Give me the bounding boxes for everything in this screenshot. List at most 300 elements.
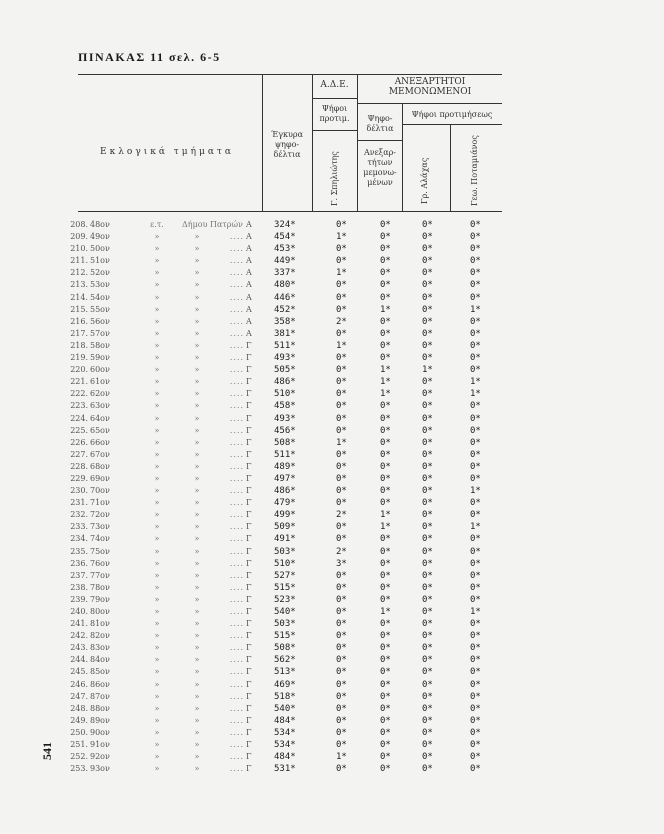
cell-no: 229. <box>70 473 88 483</box>
cell-name: 56ον <box>90 316 110 326</box>
cell-name: 58ον <box>90 340 110 350</box>
cell-sec: Α <box>246 220 252 229</box>
page-number: 541 <box>40 742 54 760</box>
cell-sec: Γ <box>246 594 252 604</box>
cell-no: 241. <box>70 619 88 629</box>
cell-no: 246. <box>70 679 88 689</box>
cell-ges: 489* <box>274 461 296 472</box>
cell-ges: 458* <box>274 401 296 412</box>
cell-q: » <box>154 582 160 592</box>
cell-no: 251. <box>70 740 88 750</box>
cell-dots: .... <box>229 413 244 423</box>
cell-no: 209. <box>70 232 88 242</box>
cell-q: » <box>154 244 160 254</box>
cell-ade: 0* <box>336 365 347 376</box>
cell-no: 244. <box>70 655 88 665</box>
cell-q: » <box>154 389 160 399</box>
cell-q: » <box>154 752 160 762</box>
cell-q: » <box>154 546 160 556</box>
cell-ak: 0* <box>380 534 391 545</box>
cell-sec: Γ <box>246 522 252 532</box>
cell-sec: Γ <box>246 449 252 459</box>
cell-sec: Γ <box>246 546 252 556</box>
cell-sec: Γ <box>246 740 252 750</box>
table-row <box>56 231 516 243</box>
cell-q: » <box>154 473 160 483</box>
cell-name: 49ον <box>90 232 110 242</box>
cell-ges: 484* <box>274 752 296 763</box>
cell-ges: 453* <box>274 244 296 255</box>
cell-name: 57ον <box>90 328 110 338</box>
cell-sec: Γ <box>246 486 252 496</box>
cell-dots: .... <box>229 365 244 375</box>
cell-q2: » <box>194 619 200 629</box>
cell-name: 83ον <box>90 643 110 653</box>
cell-ges: 449* <box>274 256 296 267</box>
cell-al: 0* <box>422 328 433 339</box>
cell-q2: » <box>194 703 200 713</box>
cell-al: 0* <box>422 558 433 569</box>
cell-ges: 515* <box>274 582 296 593</box>
cell-ade: 3* <box>336 558 347 569</box>
cell-no: 220. <box>70 365 88 375</box>
cell-ak: 0* <box>380 727 391 738</box>
cell-ade: 0* <box>336 607 347 617</box>
table-row <box>56 279 516 291</box>
cell-name: 53ον <box>90 280 110 290</box>
cell-pot: 0* <box>470 510 481 521</box>
cell-al: 0* <box>422 510 433 521</box>
cell-sec: Γ <box>246 473 252 483</box>
cell-q: » <box>154 437 160 447</box>
cell-dots: .... <box>229 256 244 266</box>
cell-dots: .... <box>229 546 244 556</box>
cell-pot: 0* <box>470 244 481 255</box>
cell-ges: 503* <box>274 619 296 630</box>
cell-ak: 0* <box>380 280 391 291</box>
cell-al: 0* <box>422 582 433 593</box>
cell-al: 0* <box>422 764 433 775</box>
cell-ade: 0* <box>336 449 347 460</box>
cell-al: 0* <box>422 316 433 327</box>
cell-q2: Δήμου Πατρών <box>182 220 243 229</box>
cell-ges: 486* <box>274 377 296 388</box>
cell-ges: 446* <box>274 292 296 303</box>
table-row <box>56 691 516 703</box>
cell-al: 0* <box>422 340 433 351</box>
cell-pot: 0* <box>470 582 481 593</box>
cell-ges: 518* <box>274 691 296 702</box>
cell-ak: 0* <box>380 643 391 654</box>
cell-ak: 0* <box>380 437 391 448</box>
cell-ges: 540* <box>274 703 296 714</box>
table-row <box>56 715 516 727</box>
cell-sec: Γ <box>246 534 252 544</box>
cell-no: 210. <box>70 244 88 254</box>
header-divider-3 <box>357 74 358 211</box>
header-ade: Α.Δ.Ε. <box>320 80 349 90</box>
cell-pot: 0* <box>470 413 481 424</box>
cell-q: » <box>154 691 160 701</box>
table-row <box>56 533 516 545</box>
cell-ges: 337* <box>274 268 296 279</box>
cell-dots: .... <box>229 558 244 568</box>
cell-no: 233. <box>70 522 88 532</box>
cell-name: 48ον <box>90 220 110 229</box>
cell-ges: 480* <box>274 280 296 291</box>
cell-dots: .... <box>229 582 244 592</box>
cell-no: 242. <box>70 631 88 641</box>
cell-no: 227. <box>70 449 88 459</box>
cell-al: 1* <box>422 365 433 376</box>
cell-q2: » <box>194 498 200 508</box>
cell-pot: 0* <box>470 268 481 279</box>
cell-name: 84ον <box>90 655 110 665</box>
cell-ade: 0* <box>336 328 347 339</box>
cell-q2: » <box>194 232 200 242</box>
cell-name: 66ον <box>90 437 110 447</box>
cell-no: 216. <box>70 316 88 326</box>
cell-al: 0* <box>422 232 433 243</box>
cell-ade: 2* <box>336 546 347 557</box>
cell-pot: 0* <box>470 631 481 642</box>
cell-ade: 0* <box>336 353 347 364</box>
cell-dots: .... <box>229 594 244 604</box>
cell-q: » <box>154 643 160 653</box>
cell-ak: 1* <box>380 510 391 521</box>
cell-ges: 513* <box>274 667 296 678</box>
cell-ade: 0* <box>336 570 347 581</box>
cell-sec: Γ <box>246 619 252 629</box>
cell-dots: .... <box>229 280 244 290</box>
cell-sec: Α <box>246 244 252 254</box>
cell-q: » <box>154 377 160 387</box>
cell-ade: 0* <box>336 667 347 678</box>
cell-name: 86ον <box>90 679 110 689</box>
table-row <box>56 316 516 328</box>
cell-q: » <box>154 594 160 604</box>
cell-ak: 1* <box>380 522 391 533</box>
cell-ges: 508* <box>274 643 296 654</box>
cell-no: 208. <box>70 220 88 229</box>
cell-al: 0* <box>422 679 433 690</box>
cell-pot: 0* <box>470 643 481 654</box>
cell-q2: » <box>194 715 200 725</box>
cell-no: 232. <box>70 510 88 520</box>
cell-ges: 486* <box>274 486 296 497</box>
cell-pot: 0* <box>470 232 481 243</box>
cell-no: 212. <box>70 268 88 278</box>
cell-pot: 0* <box>470 703 481 714</box>
cell-pot: 0* <box>470 655 481 666</box>
table-row <box>56 546 516 558</box>
cell-pot: 0* <box>470 220 481 230</box>
cell-q2: » <box>194 510 200 520</box>
cell-dots: .... <box>229 534 244 544</box>
cell-pot: 0* <box>470 667 481 678</box>
cell-pot: 0* <box>470 691 481 702</box>
cell-ade: 0* <box>336 727 347 738</box>
header-spiliotis: Γ. Σπηλιώτης <box>330 151 339 206</box>
cell-ak: 0* <box>380 558 391 569</box>
table-row <box>56 473 516 485</box>
header-anexartitoi: ΑΝΕΞΑΡΤΗΤΟΙ ΜΕΜΟΝΩΜΕΝΟΙ <box>388 77 472 97</box>
cell-sec: Α <box>246 292 252 302</box>
cell-ak: 0* <box>380 655 391 666</box>
cell-name: 63ον <box>90 401 110 411</box>
table-row <box>56 304 516 316</box>
cell-pot: 0* <box>470 280 481 291</box>
cell-sec: Γ <box>246 461 252 471</box>
header-divider-4 <box>402 103 403 211</box>
cell-pot: 0* <box>470 534 481 545</box>
cell-ges: 527* <box>274 570 296 581</box>
cell-ges: 509* <box>274 522 296 533</box>
cell-no: 214. <box>70 292 88 302</box>
cell-q2: » <box>194 679 200 689</box>
cell-ges: 499* <box>274 510 296 521</box>
table-row <box>56 679 516 691</box>
cell-q2: » <box>194 473 200 483</box>
cell-sec: Γ <box>246 570 252 580</box>
cell-sec: Α <box>246 268 252 278</box>
cell-q: » <box>154 534 160 544</box>
cell-ges: 484* <box>274 715 296 726</box>
cell-q: » <box>154 570 160 580</box>
cell-no: 249. <box>70 715 88 725</box>
cell-dots: .... <box>229 232 244 242</box>
cell-q2: » <box>194 740 200 750</box>
cell-q: » <box>154 304 160 314</box>
header-potamianos: Γεω. Ποταμιάνος <box>470 135 479 206</box>
cell-q: » <box>154 667 160 677</box>
cell-ak: 0* <box>380 667 391 678</box>
cell-no: 213. <box>70 280 88 290</box>
cell-sec: Γ <box>246 667 252 677</box>
cell-ges: 540* <box>274 607 296 617</box>
cell-q2: » <box>194 437 200 447</box>
cell-name: 93ον <box>90 764 110 774</box>
cell-ak: 0* <box>380 570 391 581</box>
cell-q2: » <box>194 268 200 278</box>
cell-no: 238. <box>70 582 88 592</box>
cell-ges: 511* <box>274 340 296 351</box>
table-row <box>56 558 516 570</box>
cell-ak: 0* <box>380 498 391 509</box>
cell-pot: 0* <box>470 619 481 630</box>
table-row <box>56 509 516 521</box>
cell-q2: » <box>194 244 200 254</box>
cell-al: 0* <box>422 220 433 230</box>
table-row <box>56 425 516 437</box>
header-anex-rule <box>357 103 502 104</box>
cell-q: » <box>154 401 160 411</box>
cell-sec: Γ <box>246 498 252 508</box>
cell-al: 0* <box>422 703 433 714</box>
cell-name: 79ον <box>90 594 110 604</box>
cell-ade: 0* <box>336 715 347 726</box>
cell-name: 65ον <box>90 425 110 435</box>
cell-al: 0* <box>422 607 433 617</box>
cell-ade: 0* <box>336 655 347 666</box>
cell-no: 221. <box>70 377 88 387</box>
cell-sec: Γ <box>246 510 252 520</box>
cell-q2: » <box>194 655 200 665</box>
header-psifoi-protim: Ψήφοι προτιμ. <box>319 104 350 123</box>
cell-name: 73ον <box>90 522 110 532</box>
cell-q2: » <box>194 449 200 459</box>
cell-q: » <box>154 268 160 278</box>
cell-ade: 0* <box>336 534 347 545</box>
header-divider-2 <box>312 74 313 211</box>
cell-sec: Γ <box>246 558 252 568</box>
cell-sec: Γ <box>246 425 252 435</box>
cell-sec: Α <box>246 280 252 290</box>
cell-sec: Γ <box>246 377 252 387</box>
cell-pot: 0* <box>470 558 481 569</box>
cell-ak: 0* <box>380 703 391 714</box>
cell-q: » <box>154 353 160 363</box>
cell-pot: 0* <box>470 353 481 364</box>
cell-ade: 0* <box>336 473 347 484</box>
cell-ade: 0* <box>336 631 347 642</box>
cell-q: » <box>154 655 160 665</box>
cell-pot: 0* <box>470 546 481 557</box>
cell-ade: 0* <box>336 582 347 593</box>
cell-dots: .... <box>229 522 244 532</box>
cell-q2: » <box>194 340 200 350</box>
cell-dots: .... <box>229 461 244 471</box>
cell-name: 50ον <box>90 244 110 254</box>
table-row <box>56 364 516 376</box>
cell-q: » <box>154 340 160 350</box>
cell-q: » <box>154 232 160 242</box>
cell-q: » <box>154 764 160 774</box>
cell-al: 0* <box>422 473 433 484</box>
table-row <box>56 413 516 425</box>
table-row <box>56 666 516 678</box>
cell-ade: 1* <box>336 268 347 279</box>
cell-dots: .... <box>229 304 244 314</box>
table-row <box>56 727 516 739</box>
cell-ade: 0* <box>336 220 347 230</box>
cell-ade: 1* <box>336 232 347 243</box>
cell-dots: .... <box>229 328 244 338</box>
cell-name: 89ον <box>90 715 110 725</box>
cell-q: » <box>154 449 160 459</box>
cell-dots: .... <box>229 268 244 278</box>
header-alaxas: Γρ. Αλάχας <box>420 157 429 204</box>
table-row <box>56 437 516 449</box>
cell-q2: » <box>194 304 200 314</box>
cell-dots: .... <box>229 449 244 459</box>
cell-no: 211. <box>70 256 88 266</box>
cell-q2: » <box>194 280 200 290</box>
cell-q: » <box>154 619 160 629</box>
cell-dots: .... <box>229 667 244 677</box>
cell-q: » <box>154 280 160 290</box>
cell-name: 91ον <box>90 740 110 750</box>
cell-ak: 1* <box>380 607 391 617</box>
cell-q2: » <box>194 558 200 568</box>
table-row <box>56 606 516 618</box>
cell-al: 0* <box>422 498 433 509</box>
cell-ges: 510* <box>274 389 296 400</box>
cell-ak: 0* <box>380 546 391 557</box>
cell-name: 55ον <box>90 304 110 314</box>
cell-al: 0* <box>422 377 433 388</box>
cell-ade: 1* <box>336 437 347 448</box>
cell-ges: 381* <box>274 328 296 339</box>
cell-q: » <box>154 679 160 689</box>
cell-ak: 0* <box>380 764 391 775</box>
cell-dots: .... <box>229 764 244 774</box>
cell-al: 0* <box>422 486 433 497</box>
cell-dots: .... <box>229 389 244 399</box>
cell-q2: » <box>194 328 200 338</box>
table-row <box>56 461 516 473</box>
table-row <box>56 630 516 642</box>
cell-ges: 324* <box>274 220 296 230</box>
cell-sec: Γ <box>246 437 252 447</box>
cell-ges: 491* <box>274 534 296 545</box>
table-row <box>56 388 516 400</box>
cell-ak: 0* <box>380 619 391 630</box>
cell-dots: .... <box>229 353 244 363</box>
cell-no: 245. <box>70 667 88 677</box>
cell-ade: 0* <box>336 461 347 472</box>
header-ade-sub-rule <box>312 130 357 131</box>
cell-name: 54ον <box>90 292 110 302</box>
table-row <box>56 219 516 231</box>
cell-ges: 508* <box>274 437 296 448</box>
cell-ges: 562* <box>274 655 296 666</box>
cell-sec: Α <box>246 256 252 266</box>
cell-ade: 0* <box>336 244 347 255</box>
cell-pot: 1* <box>470 389 481 400</box>
table-row <box>56 328 516 340</box>
table-row <box>56 352 516 364</box>
cell-no: 236. <box>70 558 88 568</box>
cell-ak: 1* <box>380 377 391 388</box>
cell-no: 234. <box>70 534 88 544</box>
cell-dots: .... <box>229 607 244 616</box>
cell-pot: 1* <box>470 522 481 533</box>
cell-q: » <box>154 727 160 737</box>
table-row <box>56 763 516 775</box>
cell-pot: 1* <box>470 304 481 315</box>
cell-ges: 493* <box>274 413 296 424</box>
cell-ak: 0* <box>380 232 391 243</box>
cell-no: 218. <box>70 340 88 350</box>
cell-sec: Γ <box>246 340 252 350</box>
cell-q: » <box>154 607 160 616</box>
cell-q2: » <box>194 292 200 302</box>
cell-q: » <box>154 365 160 375</box>
header-anexartiton: Ανεξαρ- τήτων μεμονω- μένων <box>363 148 397 187</box>
cell-q2: » <box>194 607 200 616</box>
cell-sec: Α <box>246 316 252 326</box>
cell-no: 247. <box>70 691 88 701</box>
cell-q: » <box>154 486 160 496</box>
cell-q2: » <box>194 522 200 532</box>
table-row <box>56 570 516 582</box>
cell-ade: 0* <box>336 594 347 605</box>
cell-name: 69ον <box>90 473 110 483</box>
table-title: ΠΙΝΑΚΑΣ 11 σελ. 6-5 <box>78 50 221 64</box>
cell-pot: 0* <box>470 594 481 605</box>
cell-q2: » <box>194 764 200 774</box>
